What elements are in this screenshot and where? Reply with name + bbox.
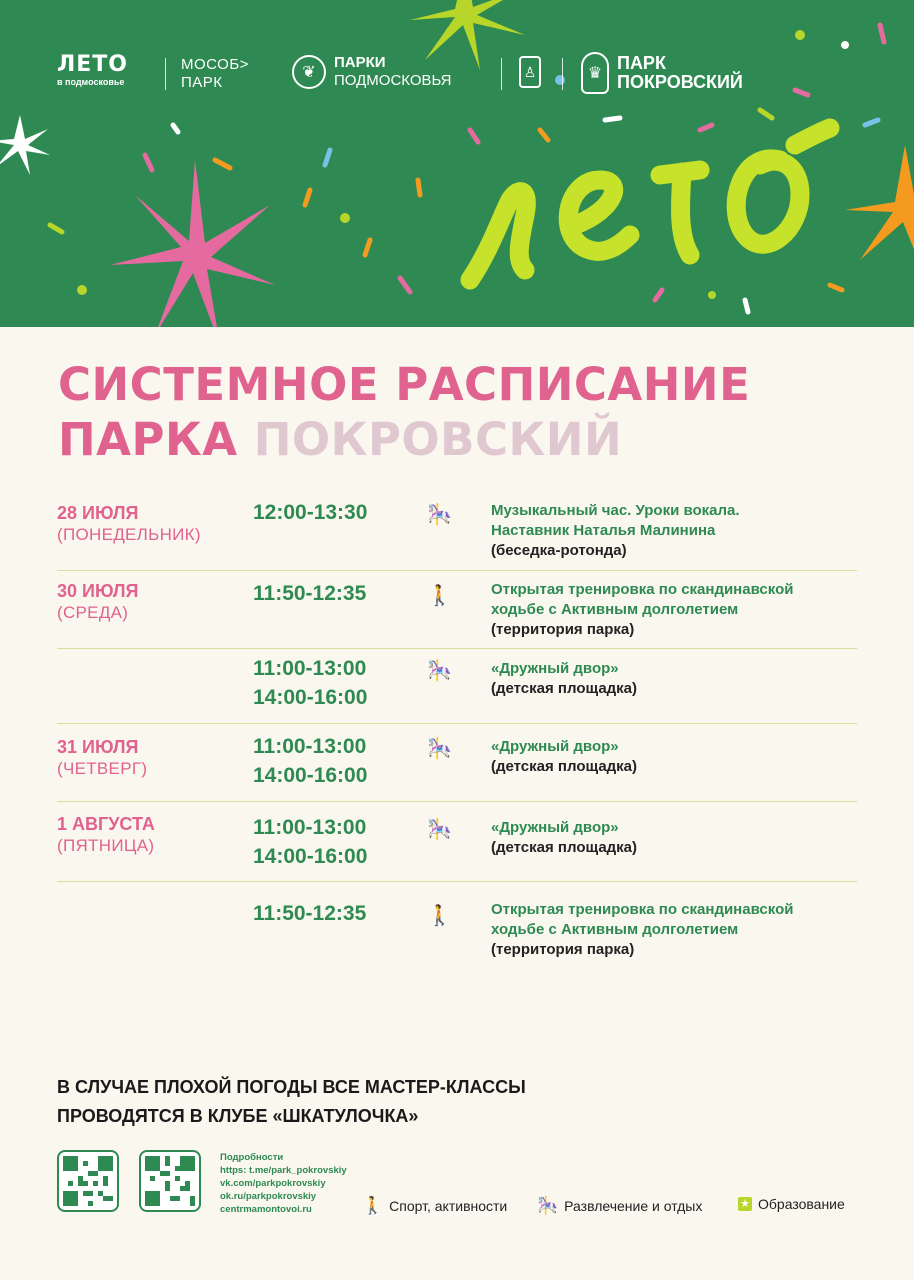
legend-education: ★ Образование (738, 1196, 845, 1212)
schedule-row: 11:00-13:00 14:00-16:00 🎠 «Дружный двор» (детская площадка) (57, 649, 857, 724)
partner-logos (57, 50, 914, 100)
qr-code[interactable] (57, 1150, 119, 1212)
schedule-row: 1 АВГУСТА (ПЯТНИЦА) 11:00-13:00 14:00-16:00 🎠 «Дружный двор» (детская площадка) (57, 802, 857, 882)
schedule-row: 31 ИЮЛЯ (ЧЕТВЕРГ) 11:00-13:00 14:00-16:00 🎠 «Дружный двор» (детская площадка) (57, 724, 857, 802)
leaf-icon: ❦ (292, 55, 326, 89)
emblem-icon: ♙ (519, 56, 541, 88)
divider (562, 58, 563, 90)
entertainment-icon: 🎠 (427, 819, 452, 841)
sport-icon: 🚶 (362, 1196, 384, 1215)
schedule-row: 11:50-12:35 🚶 Открытая тренировка по скандинавской ходьбе с Активным долголетием (территория парка) (253, 901, 794, 958)
logo-leto: ЛЕТО в подмосковье (57, 52, 129, 87)
sport-icon: 🚶 (427, 585, 452, 607)
logo-parki-podmoskovya: ❦ ПАРКИ ПОДМОСКОВЬЯ (292, 54, 452, 90)
qr-icon (145, 1156, 195, 1206)
link[interactable]: centrmamontovoi.ru (220, 1204, 312, 1215)
schedule-table (57, 498, 857, 972)
divider (165, 58, 166, 90)
logo-mosobpark: МОСОБ> ПАРК (181, 56, 249, 91)
link[interactable]: ok.ru/parkpokrovskiy (220, 1191, 317, 1202)
entertainment-icon: 🎠 (427, 738, 452, 760)
weather-note: В СЛУЧАЕ ПЛОХОЙ ПОГОДЫ ВСЕ МАСТЕР-КЛАССЫ ПРОВОДЯТСЯ В КЛУБЕ «ШКАТУЛОЧКА» (57, 1077, 526, 1126)
legend-sport: 🚶 Спорт, активности (362, 1196, 508, 1215)
entertainment-icon: 🎠 (427, 660, 452, 682)
contact-links: Подробности https: t.me/park_pokrovskiy vk.com/parkpokrovskiy ok.ru/parkpokrovskiy centrmamontovoi.ru (220, 1152, 347, 1215)
legend-entertainment: 🎠 Развлечение и отдых (537, 1196, 703, 1215)
logo-park-pokrovskiy: ♛ ПАРК ПОКРОВСКИЙ (581, 52, 743, 94)
qr-icon (63, 1156, 113, 1206)
link[interactable]: https: t.me/park_pokrovskiy (220, 1165, 347, 1176)
education-icon: ★ (738, 1197, 752, 1211)
header-banner (0, 0, 914, 327)
schedule-row: 30 ИЮЛЯ (СРЕДА) 11:50-12:35 🚶 Открытая тренировка по скандинавской ходьбе с Активным долголетием (территория парка) (57, 571, 857, 649)
divider (501, 58, 502, 90)
entertainment-icon: 🎠 (537, 1196, 559, 1215)
link[interactable]: vk.com/parkpokrovskiy (220, 1178, 326, 1189)
park-emblem-icon: ♛ (581, 52, 609, 94)
schedule-row: 28 ИЮЛЯ (ПОНЕДЕЛЬНИК) 12:00-13:30 🎠 Музыкальный час. Уроки вокала. Наставник Наталья Малинина (беседка-ротонда) (57, 498, 857, 571)
entertainment-icon: 🎠 (427, 504, 452, 526)
sport-icon: 🚶 (427, 905, 452, 927)
qr-code[interactable] (139, 1150, 201, 1212)
page-title: СИСТЕМНОЕ РАСПИСАНИЕ ПАРКА ПОКРОВСКИЙ (58, 358, 751, 466)
